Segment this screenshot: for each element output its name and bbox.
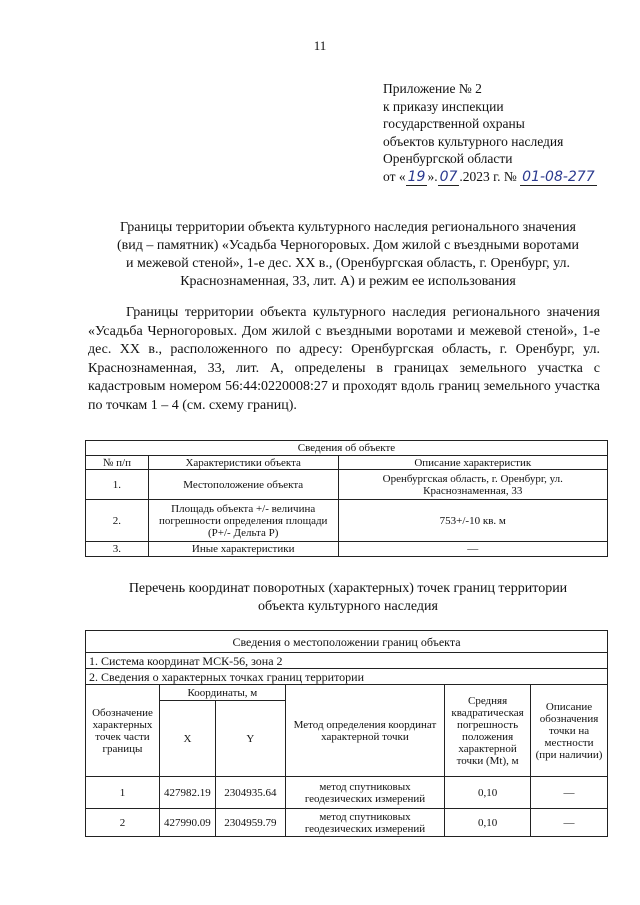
col-y: Y [215,701,285,777]
col-error: Средняя квадратическая погрешность положения характерной точки (Mt), м [445,685,531,777]
table-cell: — [531,777,608,809]
header-cell: Описание характеристик [338,456,607,470]
coordinates-title-line: объекта культурного наследия [258,598,438,614]
points-header: 2. Сведения о характерных точках границ территории [86,669,608,685]
table-row [86,777,608,809]
table-cell: 0,10 [445,777,531,809]
table-cell: — [338,542,607,557]
col-x: X [159,701,215,777]
header-cell: № п/п [86,456,149,470]
appendix-line: Приложение № 2 [383,81,482,96]
order-number-handwritten: 01-08-277 [522,168,595,185]
appendix-line: к приказу инспекции [383,98,504,114]
table-row [86,809,608,837]
col-coordinates: Координаты, м [159,685,285,701]
body-paragraph [88,304,600,416]
table-row [86,500,608,542]
coordinates-title-line: Перечень координат поворотных (характерных) точек границ территории [128,581,568,596]
date-year: .2023 г. № [459,168,517,184]
title-line: и межевой стеной», 1-е дес. XX в., (Оренбургская область, г. Оренбург, ул. [126,256,570,271]
title-line: Краснознаменная, 33, лит. А) и режим ее использования [180,274,516,289]
order-date-line [383,168,633,187]
appendix-line: государственной охраны [383,116,525,131]
table-cell: 2 [86,809,160,837]
col-method: Метод определения координат характерной точки [285,685,444,777]
title-line: Границы территории объекта культурного наследия регионального значения [120,220,576,235]
table-cell: Иные характеристики [148,542,338,557]
table-row [86,470,608,500]
date-day-handwritten: 19 [407,168,426,185]
table-cell: 2304959.79 [215,809,285,837]
table-row [86,542,608,557]
coordinate-system: 1. Система координат МСК-56, зона 2 [86,653,608,669]
table-cell: Площадь объекта +/- величина погрешности определения площади (P+/- Дельта P) [148,500,338,542]
date-sep: ». [427,168,438,184]
table-cell: 3. [86,542,149,557]
table-cell: метод спутниковых геодезических измерений [285,809,444,837]
document-title [88,219,608,291]
table-cell: 427982.19 [159,777,215,809]
table-cell: 1 [86,777,160,809]
object-table-caption: Сведения об объекте [86,441,608,456]
appendix-line: объектов культурного наследия [383,133,564,149]
table-cell: — [531,809,608,837]
coordinates-table [85,630,608,837]
header-cell: Характеристики объекта [148,456,338,470]
date-month-handwritten: 07 [439,168,458,185]
appendix-line: Оренбургской области [383,151,513,166]
coordinates-title [88,580,608,615]
page-number: 11 [313,38,327,53]
title-line: (вид – памятник) «Усадьба Черногоровых. Дом жилой с въездными воротами [116,238,580,253]
table-cell: 2. [86,500,149,542]
table-cell: 2304935.64 [215,777,285,809]
table-cell: Местоположение объекта [148,470,338,500]
table-cell: 1. [86,470,149,500]
table-cell: Оренбургская область, г. Оренбург, ул. Краснознаменная, 33 [338,470,607,500]
table-cell: 753+/-10 кв. м [338,500,607,542]
table-cell: 427990.09 [159,809,215,837]
col-designation: Обозначение характерных точек части границы [86,685,160,777]
appendix-block [383,80,633,186]
coords-caption: Сведения о местоположении границ объекта [86,631,608,653]
table-cell: метод спутниковых геодезических измерений [285,777,444,809]
col-description: Описание обозначения точки на местности (при наличии) [531,685,608,777]
body-paragraph-text: Границы территории объекта культурного наследия регионального значения «Усадьба Черногоровых. Дом жилой с въездными воротами и межевой стеной», 1-е дес. XX в., расположенного по адресу: Оренбургская область, г. Оренбург, ул. Краснознаменная, 33, лит. А, определены в границах земельного участка с кадастровым номером 56:44:0220008:27 и проходят вдоль границ земельного участка по точкам 1 – 4 (см. схему границ). [88,305,600,413]
date-prefix: от « [383,168,406,184]
object-info-table [85,440,608,557]
table-cell: 0,10 [445,809,531,837]
